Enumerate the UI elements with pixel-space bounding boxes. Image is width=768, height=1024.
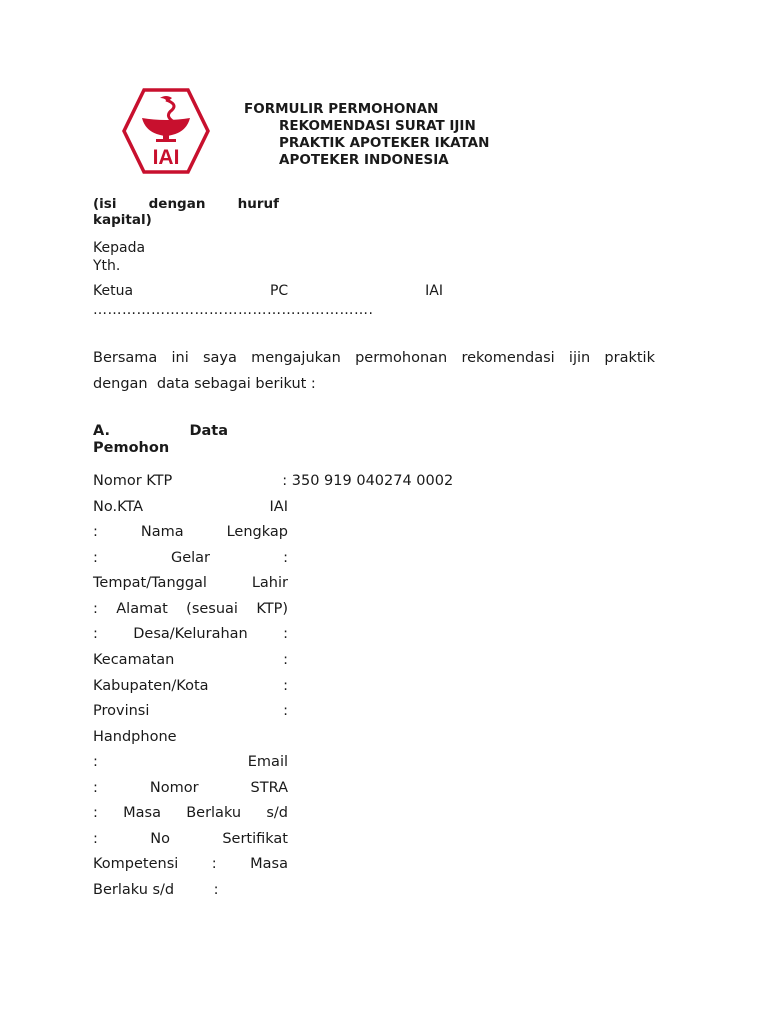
note-word: (isi	[93, 196, 117, 212]
section-a-line-2: Pemohon	[93, 440, 170, 456]
intro-word: mengajukan	[251, 350, 341, 366]
title-line-2: REKOMENDASI SURAT IJIN	[279, 118, 476, 134]
note-word: huruf	[237, 196, 279, 212]
field-word: Desa/Kelurahan	[133, 626, 248, 642]
ketua-word: Ketua	[93, 283, 134, 299]
field-word: Gelar	[170, 550, 211, 566]
field-word: :	[93, 550, 98, 566]
field-word: IAI	[269, 499, 288, 515]
field-line	[93, 676, 288, 696]
title-line-3: PRAKTIK APOTEKER IKATAN	[279, 135, 490, 151]
addressee-line-2: Yth.	[93, 258, 121, 274]
field-word: Berlaku s/d	[93, 882, 175, 898]
field-word: :	[283, 550, 288, 566]
intro-word: ijin	[568, 350, 591, 366]
field-word: :	[93, 831, 98, 847]
field-word: Provinsi	[93, 703, 150, 719]
field-word: Masa	[123, 805, 161, 821]
field-word: Handphone	[93, 729, 177, 745]
section-a-heading	[93, 423, 228, 457]
intro-word: rekomendasi	[461, 350, 555, 366]
field-word: Masa	[250, 856, 288, 872]
ktp-line	[93, 471, 453, 491]
field-word: :	[93, 805, 98, 821]
field-word: Alamat	[116, 601, 168, 617]
note-line-2: kapital)	[93, 212, 152, 228]
field-word: :	[213, 882, 219, 898]
intro-word: ini	[171, 350, 189, 366]
field-word: s/d	[266, 805, 288, 821]
note-word: dengan	[148, 196, 206, 212]
intro-paragraph	[93, 345, 655, 397]
intro-word: praktik	[604, 350, 655, 366]
field-word: :	[283, 626, 288, 642]
dotted-fill-line: ………………………………………………….	[93, 302, 374, 318]
ktp-value: : 350 919 040274 0002	[282, 473, 454, 489]
field-line	[93, 854, 288, 874]
field-word: STRA	[250, 780, 288, 796]
title-line-4: APOTEKER INDONESIA	[279, 152, 449, 168]
field-line	[93, 829, 288, 849]
logo-text: IAI	[152, 146, 180, 169]
field-word: Lengkap	[226, 524, 288, 540]
field-word: (sesuai	[186, 601, 238, 617]
field-word: No.KTA	[93, 499, 144, 515]
field-word: Berlaku	[186, 805, 242, 821]
field-word: Kompetensi	[93, 856, 179, 872]
field-word: Nama	[140, 524, 184, 540]
field-line	[93, 573, 288, 593]
iai-logo	[122, 88, 210, 174]
field-line	[93, 752, 288, 772]
field-line	[93, 497, 288, 517]
field-word: :	[93, 524, 98, 540]
field-word: Nomor	[149, 780, 199, 796]
field-line	[93, 727, 288, 747]
field-word: Kecamatan	[93, 652, 175, 668]
ketua-word: IAI	[425, 283, 443, 299]
field-word: No	[150, 831, 170, 847]
section-a-word: Data	[189, 423, 228, 439]
addressee-line-1: Kepada	[93, 240, 146, 256]
form-title	[244, 101, 489, 169]
field-word: Email	[247, 754, 288, 770]
title-line-1: FORMULIR PERMOHONAN	[244, 101, 439, 117]
intro-line-2: dengan data sebagai berikut :	[93, 376, 316, 392]
capital-letters-note	[93, 196, 279, 228]
field-line	[93, 778, 288, 798]
field-line	[93, 624, 288, 644]
field-word: :	[283, 678, 288, 694]
ketua-line	[93, 282, 443, 300]
field-word: :	[93, 780, 98, 796]
intro-word: saya	[202, 350, 237, 366]
field-line	[93, 803, 288, 823]
field-line	[93, 522, 288, 542]
field-line	[93, 650, 288, 670]
addressee	[93, 239, 145, 275]
field-word: :	[211, 856, 217, 872]
intro-line-1	[93, 345, 655, 371]
field-word: :	[93, 754, 98, 770]
field-word: KTP)	[256, 601, 288, 617]
field-word: Tempat/Tanggal	[93, 575, 207, 591]
field-word: :	[93, 626, 98, 642]
ketua-word: PC	[269, 283, 289, 299]
field-line	[93, 880, 258, 900]
field-line	[93, 548, 288, 568]
field-word: :	[283, 652, 288, 668]
section-a-word: A.	[93, 423, 110, 439]
field-word: Kabupaten/Kota	[93, 678, 209, 694]
ktp-label: Nomor KTP	[93, 473, 173, 489]
intro-word: permohonan	[355, 350, 448, 366]
field-word: Lahir	[251, 575, 288, 591]
field-line	[93, 599, 288, 619]
field-word: Sertifikat	[222, 831, 288, 847]
field-word: :	[283, 703, 288, 719]
intro-word: Bersama	[93, 350, 158, 366]
field-word: :	[93, 601, 98, 617]
field-line	[93, 701, 288, 721]
